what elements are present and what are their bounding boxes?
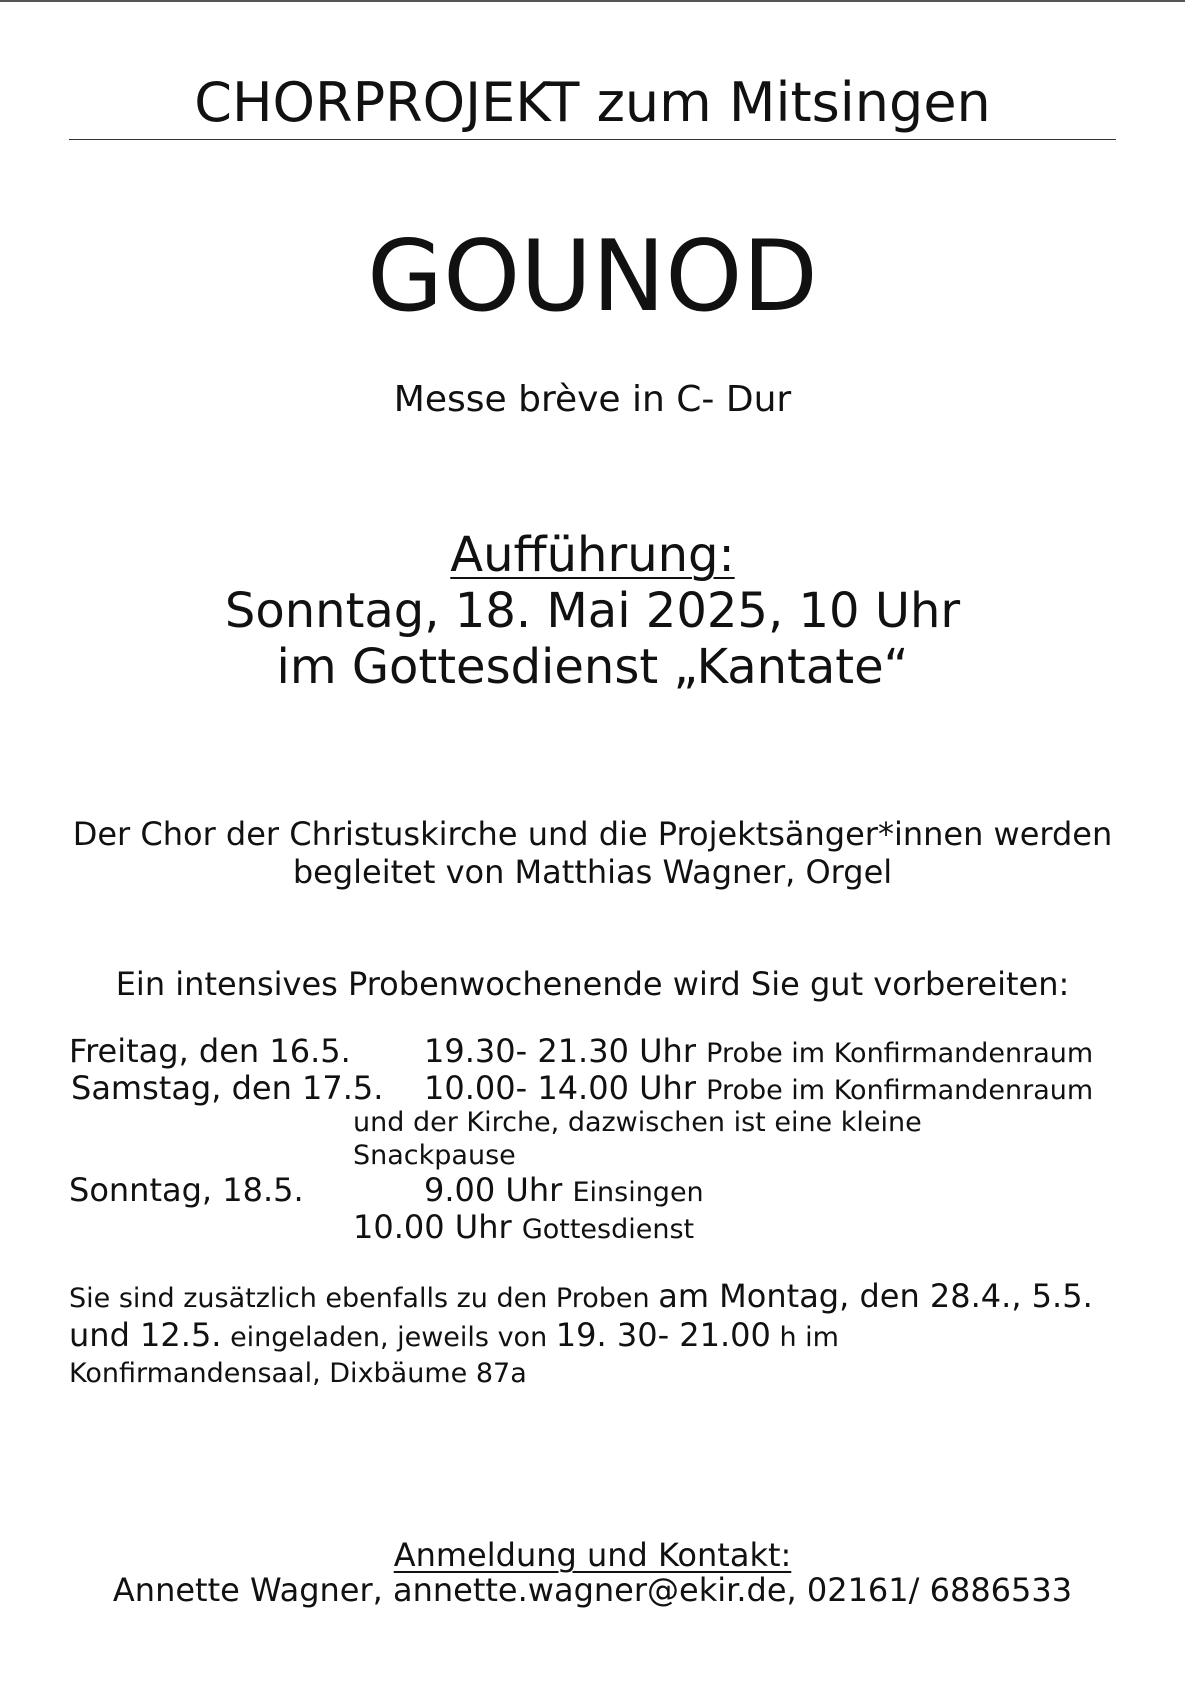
performance-date: Sonntag, 18. Mai 2025, 10 Uhr	[224, 583, 961, 639]
composer-name: GOUNOD	[367, 220, 818, 334]
schedule-time-sunday-2-value: 10.00 Uhr	[353, 1208, 512, 1246]
schedule-time-friday-value: 19.30- 21.30 Uhr	[424, 1032, 696, 1070]
performance-service: im Gottesdienst „Kantate“	[276, 639, 909, 695]
intro-line-2: begleitet von Matthias Wagner, Orgel	[292, 853, 893, 891]
schedule-day-friday: Freitag, den 16.5.	[69, 1032, 351, 1070]
extra-rehearsals-text	[69, 1278, 1129, 1392]
schedule-time-saturday-value: 10.00- 14.00 Uhr	[424, 1069, 696, 1107]
contact-heading	[69, 1535, 1116, 1575]
schedule-saturday-cont-1: und der Kirche, dazwischen ist eine kleine	[353, 1107, 922, 1138]
extra-part-1: Sie sind zusätzlich ebenfalls zu den Proben	[69, 1283, 650, 1314]
intro-text	[60, 815, 1125, 891]
extra-part-5: 19. 30- 21.00	[555, 1316, 771, 1354]
performance-heading	[69, 527, 1116, 583]
performance-label: Aufführung:	[450, 527, 735, 583]
extra-part-3: und 12.5.	[69, 1316, 222, 1354]
extra-part-4: eingeladen, jeweils von	[230, 1322, 548, 1353]
page-top-border	[0, 0, 1185, 2]
extra-line-3: Konfirmandensaal, Dixbäume 87a	[69, 1358, 527, 1389]
intro-line-1: Der Chor der Christuskirche und die Projektsänger*innen werden	[72, 815, 1113, 853]
schedule-time-sunday-1	[424, 1171, 704, 1212]
extra-line-2	[69, 1317, 1129, 1356]
header-divider	[69, 139, 1116, 140]
schedule-desc-saturday: Probe im Konfirmandenraum	[706, 1075, 1094, 1106]
extra-part-2: am Montag, den 28.4., 5.5.	[658, 1277, 1093, 1315]
schedule-time-sunday-1-value: 9.00 Uhr	[424, 1171, 563, 1209]
schedule-saturday-cont-2: Snackpause	[353, 1140, 516, 1171]
weekend-heading: Ein intensives Probenwochenende wird Sie gut vorbereiten:	[115, 965, 1070, 1003]
schedule-time-friday	[424, 1032, 1093, 1073]
extra-line-1	[69, 1278, 1129, 1317]
schedule-time-saturday	[424, 1069, 1093, 1110]
contact-label: Anmeldung und Kontakt:	[393, 1536, 792, 1574]
schedule-desc-sunday-1: Einsingen	[572, 1177, 704, 1208]
schedule-desc-friday: Probe im Konfirmandenraum	[706, 1038, 1094, 1069]
work-title: Messe brève in C- Dur	[393, 379, 792, 420]
schedule-day-sunday: Sonntag, 18.5.	[69, 1171, 304, 1209]
schedule-desc-sunday-2: Gottesdienst	[521, 1214, 695, 1245]
contact-info: Annette Wagner, annette.wagner@ekir.de, 02161/ 6886533	[112, 1571, 1073, 1609]
schedule-time-sunday-2	[353, 1208, 694, 1249]
extra-part-6: h im	[779, 1322, 839, 1353]
header-title: CHORPROJEKT zum Mitsingen	[194, 71, 991, 134]
schedule-day-saturday: Samstag, den 17.5.	[71, 1069, 384, 1107]
